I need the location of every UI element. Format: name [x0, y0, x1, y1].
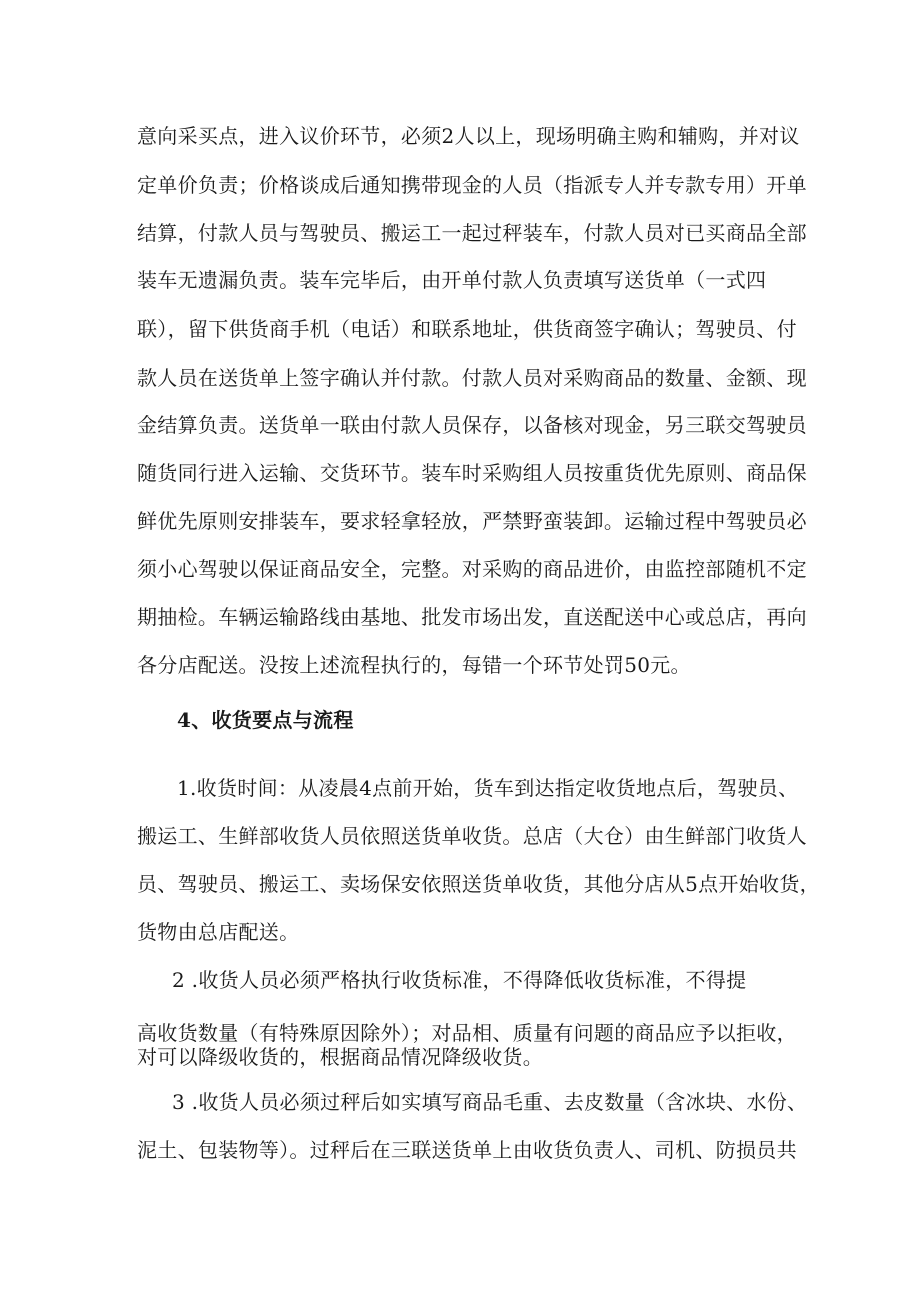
list-item-line: 高收货数量（有特殊原因除外）；对品相、质量有问题的商品应予以拒收，	[137, 1021, 797, 1045]
list-item-line: 对可以降级收货的，根据商品情况降级收货。	[137, 1045, 543, 1069]
list-item-line: 3 .收货人员必须过秤后如实填写商品毛重、去皮数量（含冰块、水份、	[172, 1090, 808, 1114]
paragraph-line: 结算，付款人员与驾驶员、搬运工一起过秤装车，付款人员对已买商品全部	[137, 221, 807, 245]
list-item-line: 2 .收货人员必须严格执行收货标准，不得降低收货标准，不得提	[172, 968, 747, 992]
section-heading: 4、收货要点与流程	[177, 708, 354, 732]
paragraph-line: 各分店配送。没按上述流程执行的，每错一个环节处罚50元。	[137, 653, 691, 677]
list-item-line: 员、驾驶员、搬运工、卖场保安依照送货单收货，其他分店从5点开始收货，	[137, 872, 820, 896]
paragraph-line: 随货同行进入运输、交货环节。装车时采购组人员按重货优先原则、商品保	[137, 461, 807, 485]
paragraph-line: 期抽检。车辆运输路线由基地、批发市场出发，直送配送中心或总店，再向	[137, 605, 807, 629]
paragraph-line: 定单价负责；价格谈成后通知携带现金的人员（指派专人并专款专用）开单	[137, 173, 807, 197]
paragraph-line: 联），留下供货商手机（电话）和联系地址，供货商签字确认；驾驶员、付	[137, 317, 797, 341]
list-item-line: 1.收货时间：从凌晨4点前开始，货车到达指定收货地点后，驾驶员、	[177, 776, 799, 800]
paragraph-line: 装车无遗漏负责。装车完毕后，由开单付款人负责填写送货单（一式四	[137, 268, 767, 292]
paragraph-line: 意向采买点，进入议价环节，必须2人以上，现场明确主购和辅购，并对议	[137, 124, 800, 148]
list-item-line: 货物由总店配送。	[137, 920, 300, 944]
list-item-line: 泥土、包装物等）。过秤后在三联送货单上由收货负责人、司机、防损员共	[137, 1138, 797, 1162]
paragraph-line: 须小心驾驶以保证商品安全，完整。对采购的商品进价，由监控部随机不定	[137, 557, 807, 581]
paragraph-line: 金结算负责。送货单一联由付款人员保存，以备核对现金，另三联交驾驶员	[137, 413, 807, 437]
list-item-line: 搬运工、生鲜部收货人员依照送货单收货。总店（大仓）由生鲜部门收货人	[137, 824, 807, 848]
paragraph-line: 款人员在送货单上签字确认并付款。付款人员对采购商品的数量、金额、现	[137, 366, 807, 390]
paragraph-line: 鲜优先原则安排装车，要求轻拿轻放，严禁野蛮装卸。运输过程中驾驶员必	[137, 509, 807, 533]
